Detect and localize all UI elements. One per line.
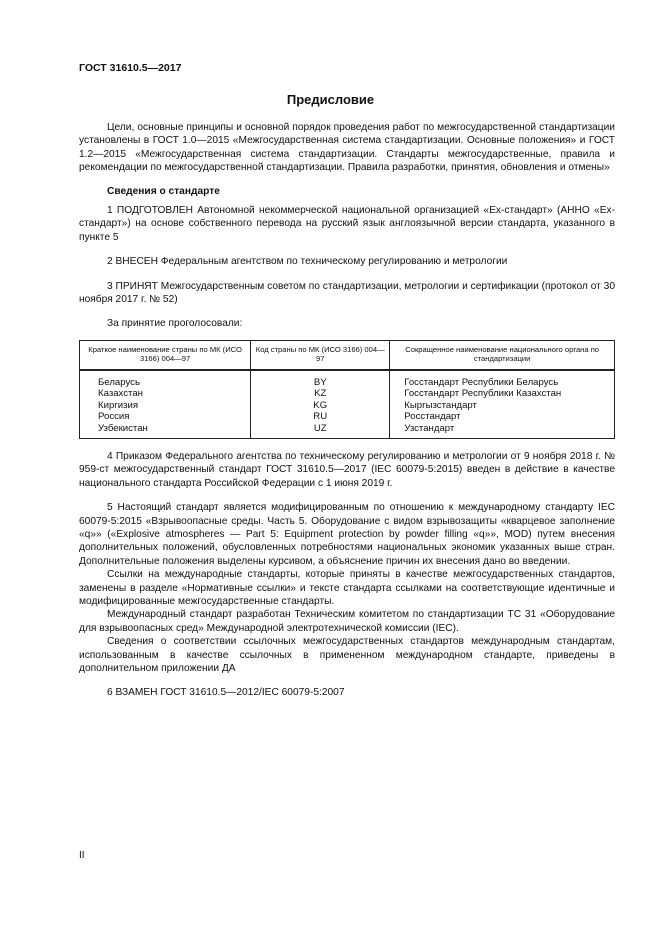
country-name: Казахстан	[80, 388, 251, 399]
item-modified-committee: Международный стандарт разработан Техническим комитетом по стандартизации ТС 31 «Оборудование для взрывоопасных сред» Международной электротехнической комиссии (IEC).	[79, 609, 615, 634]
country-code: KZ	[251, 388, 390, 399]
standards-body: Госстандарт Республики Казахстан	[390, 388, 615, 399]
spacer	[79, 490, 615, 501]
item-introduced: 2 ВНЕСЕН Федеральным агентством по техническому регулированию и метрологии	[107, 256, 508, 268]
country-name: Россия	[80, 411, 251, 422]
spacer	[79, 439, 615, 450]
col-standards-body: Сокращенное наименование национального органа по стандартизации	[390, 340, 615, 370]
table-row	[80, 423, 615, 439]
spacer	[79, 675, 615, 686]
spacer	[79, 269, 615, 280]
country-name: Беларусь	[80, 370, 251, 388]
item-modified-references: Ссылки на международные стандарты, которые приняты в качестве межгосударственных стандартов, заменены в разделе «Нормативные ссылки» и тексте стандарта ссылками на соответствующие идентичные и модифицированные межгосударственные стандарты.	[79, 569, 615, 607]
item-prepared: 1 ПОДГОТОВЛЕН Автономной некоммерческой национальной организацией «Ех-стандарт» (АННО «Ех-стандарт») на основе собственного перевода на русский язык англоязычной версии стандарта, указанного в пункте 5	[79, 205, 615, 243]
country-code: KG	[251, 400, 390, 411]
country-code: BY	[251, 370, 390, 388]
table-header-row	[80, 340, 615, 370]
page-number: II	[79, 850, 85, 861]
standards-body: Узстандарт	[390, 423, 615, 439]
table-row	[80, 400, 615, 411]
item-modified: 5 Настоящий стандарт является модифицированным по отношению к международному стандарту IEC 60079-5:2015 «Взрывоопасные среды. Часть 5. Оборудование с видом взрывозащиты «кварцевое заполнение «q»» («Explosive atmospheres — Part 5: Equipment protection by powder filling «q»», MOD) путем внесения дополнительных положений, обусловленных потребностями национальных экономик указанных выше стран. Дополнительные положения выделены курсивом, а объяснение причин их внесения дано во введении.	[79, 502, 615, 567]
country-name: Киргизия	[80, 400, 251, 411]
table-row	[80, 388, 615, 399]
item-modified-annex: Сведения о соответствии ссылочных межгосударственных стандартов международным стандартам, использованным в качестве ссылочных в примененном международном стандарте, приведены в дополнительном приложении ДА	[79, 636, 615, 674]
spacer	[79, 306, 615, 317]
foreword-body	[79, 121, 615, 700]
col-country-code: Код страны по МК (ИСО 3166) 004—97	[251, 340, 390, 370]
document-code: ГОСТ 31610.5—2017	[79, 62, 182, 74]
table-row	[80, 370, 615, 388]
standards-body: Госстандарт Республики Беларусь	[390, 370, 615, 388]
item-replaced: 6 ВЗАМЕН ГОСТ 31610.5—2012/IEC 60079-5:2007	[107, 687, 345, 699]
intro-paragraph: Цели, основные принципы и основной порядок проведения работ по межгосударственной стандартизации установлены в ГОСТ 1.0—2015 «Межгосударственная система стандартизации. Основные положения» и ГОСТ 1.2—2015 «Межгосударственная система стандартизации. Стандарты межгосударственные, правила и рекомендации по межгосударственной стандартизации. Правила разработки, принятия, обновления и отмены»	[79, 122, 615, 174]
spacer	[79, 244, 615, 255]
voting-table	[79, 340, 615, 439]
standards-body: Кыргызстандарт	[390, 400, 615, 411]
item-adopted: 3 ПРИНЯТ Межгосударственным советом по стандартизации, метрологии и сертификации (протокол от 30 ноября 2017 г. № 52)	[79, 280, 615, 306]
table-row	[80, 411, 615, 422]
voted-label: За принятие проголосовали:	[107, 318, 243, 330]
col-country-name: Краткое наименование страны по МК (ИСО 3166) 004—97	[80, 340, 251, 370]
page-title: Предисловие	[286, 92, 375, 107]
country-code: UZ	[251, 423, 390, 439]
section-subheading: Сведения о стандарте	[107, 185, 220, 197]
item-order: 4 Приказом Федерального агентства по техническому регулированию и метрологии от 9 ноября 2018 г. № 959-ст межгосударственный стандарт ГОСТ 31610.5—2017 (IEC 60079-5:2015) введен в действие в качестве национального стандарта Российской Федерации с 1 июня 2019 г.	[79, 450, 615, 489]
country-code: RU	[251, 411, 390, 422]
country-name: Узбекистан	[80, 423, 251, 439]
standards-body: Росстандарт	[390, 411, 615, 422]
